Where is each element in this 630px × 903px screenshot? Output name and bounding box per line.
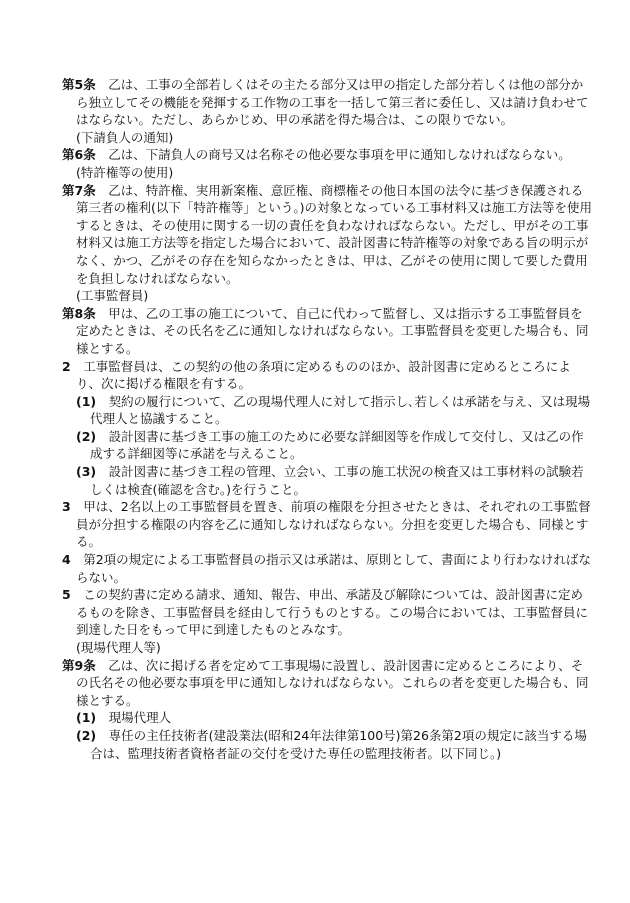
article-6: [62, 146, 592, 164]
article-9-item-2: [62, 727, 592, 762]
article-7-heading: (特許権等の使用): [76, 164, 174, 180]
item-number: (1): [76, 393, 97, 409]
article-text: 乙は、特許権、実用新案権、意匠権、商標権その他日本国の法令に基づき保護される第三者の権利(以下「特許権等」という。)の対象となっている工事材料又は施工方法等を使用するときは、その使用に関する一切の責任を負わなければならない。ただし、甲がその工事材料又は施工方法等を指定した場合において、設計図書に特許権等の対象である旨の明示がなく、かつ、乙がその存在を知らなかったときは、甲は、乙がその使用に関して要した費用を負担しなければならない。: [76, 182, 593, 286]
item-text: 設計図書に基づき工程の管理、立会い、工事の施工状況の検査又は工事材料の試験若しくは検査(確認を含む。)を行うこと。: [90, 464, 584, 497]
article-number: 第8条: [62, 305, 96, 321]
article-8-paragraph-5: [62, 586, 592, 639]
item-text: 現場代理人: [96, 710, 172, 726]
item-number: (2): [76, 428, 97, 444]
article-text: 乙は、工事の全部若しくはその主たる部分又は甲の指定した部分若しくは他の部分から独立してその機能を発揮する工作物の工事を一括して第三者に委任し、又は請け負わせてはならない。ただし、あらかじめ、甲の承諾を得た場合は、この限りでない。: [76, 77, 589, 128]
item-text: 設計図書に基づき工事の施工のために必要な詳細図等を作成して交付し、又は乙の作成する詳細図等に承諾を与えること。: [90, 428, 584, 462]
article-number: 第5条: [62, 77, 96, 92]
article-8-item-2: [62, 428, 592, 463]
paragraph-number: 3: [62, 499, 71, 515]
article-9-heading: (現場代理人等): [76, 640, 161, 655]
article-8-item-1: [62, 393, 592, 428]
article-9-item-1: [62, 709, 592, 727]
article-6-heading: (下請負人の通知): [76, 129, 174, 145]
article-number: 第9条: [62, 657, 96, 673]
paragraph-number: 5: [62, 587, 71, 603]
article-number: 第7条: [62, 182, 96, 198]
article-8-paragraph-2: [62, 358, 592, 393]
article-8-paragraph-4: [62, 551, 592, 586]
article-5: [62, 76, 592, 129]
paragraph-text: 甲は、2名以上の工事監督員を置き、前項の権限を分担させたときは、それぞれの工事監督員が分担する権限の内容を乙に通知しなければならない。分担を変更した場合も、同様とする。: [70, 499, 591, 550]
article-7: [62, 182, 592, 288]
article-8-heading: (工事監督員): [76, 288, 149, 304]
item-number: (2): [76, 727, 97, 743]
article-text: 甲は、乙の工事の施工について、自己に代わって監督し、又は指示する工事監督員を定めたときは、その氏名を乙に通知しなければならない。工事監督員を変更した場合も、同様とする。: [76, 305, 589, 356]
paragraph-text: 第2項の規定による工事監督員の指示又は承諾は、原則として、書面により行わなければならない。: [70, 552, 591, 585]
article-8-item-3: [62, 463, 592, 498]
item-number: (3): [76, 464, 97, 480]
item-text: 専任の主任技術者(建設業法(昭和24年法律第100号)第26条第2項の規定に該当する場合は、監理技術者資格者証の交付を受けた専任の監理技術者。以下同じ。): [90, 727, 587, 761]
article-number: 第6条: [62, 147, 96, 163]
contract-document: [62, 76, 592, 762]
article-text: 乙は、下請負人の商号又は名称その他必要な事項を甲に通知しなければならない。: [95, 147, 571, 163]
article-9: [62, 657, 592, 710]
article-text: 乙は、次に掲げる者を定めて工事現場に設置し、設計図書に定めるところにより、その氏名その他必要な事項を甲に通知しなければならない。これらの者を変更した場合も、同様とする。: [76, 657, 589, 708]
paragraph-text: この契約書に定める請求、通知、報告、申出、承諾及び解除については、設計図書に定めるものを除き、工事監督員を経由して行うものとする。この場合においては、工事監督員に到達した日をもって甲に到達したものとみなす。: [70, 587, 589, 638]
paragraph-number: 4: [62, 552, 71, 568]
item-text: 契約の履行について、乙の現場代理人に対して指示し､若しくは承諾を与え、又は現場代理人と協議すること。: [90, 393, 591, 427]
paragraph-number: 2: [62, 358, 71, 374]
article-8: [62, 305, 592, 358]
paragraph-text: 工事監督員は、この契約の他の条項に定めるもののほか、設計図書に定めるところにより、次に掲げる権限を有する。: [70, 358, 571, 392]
item-number: (1): [76, 710, 97, 726]
article-8-paragraph-3: [62, 498, 592, 551]
